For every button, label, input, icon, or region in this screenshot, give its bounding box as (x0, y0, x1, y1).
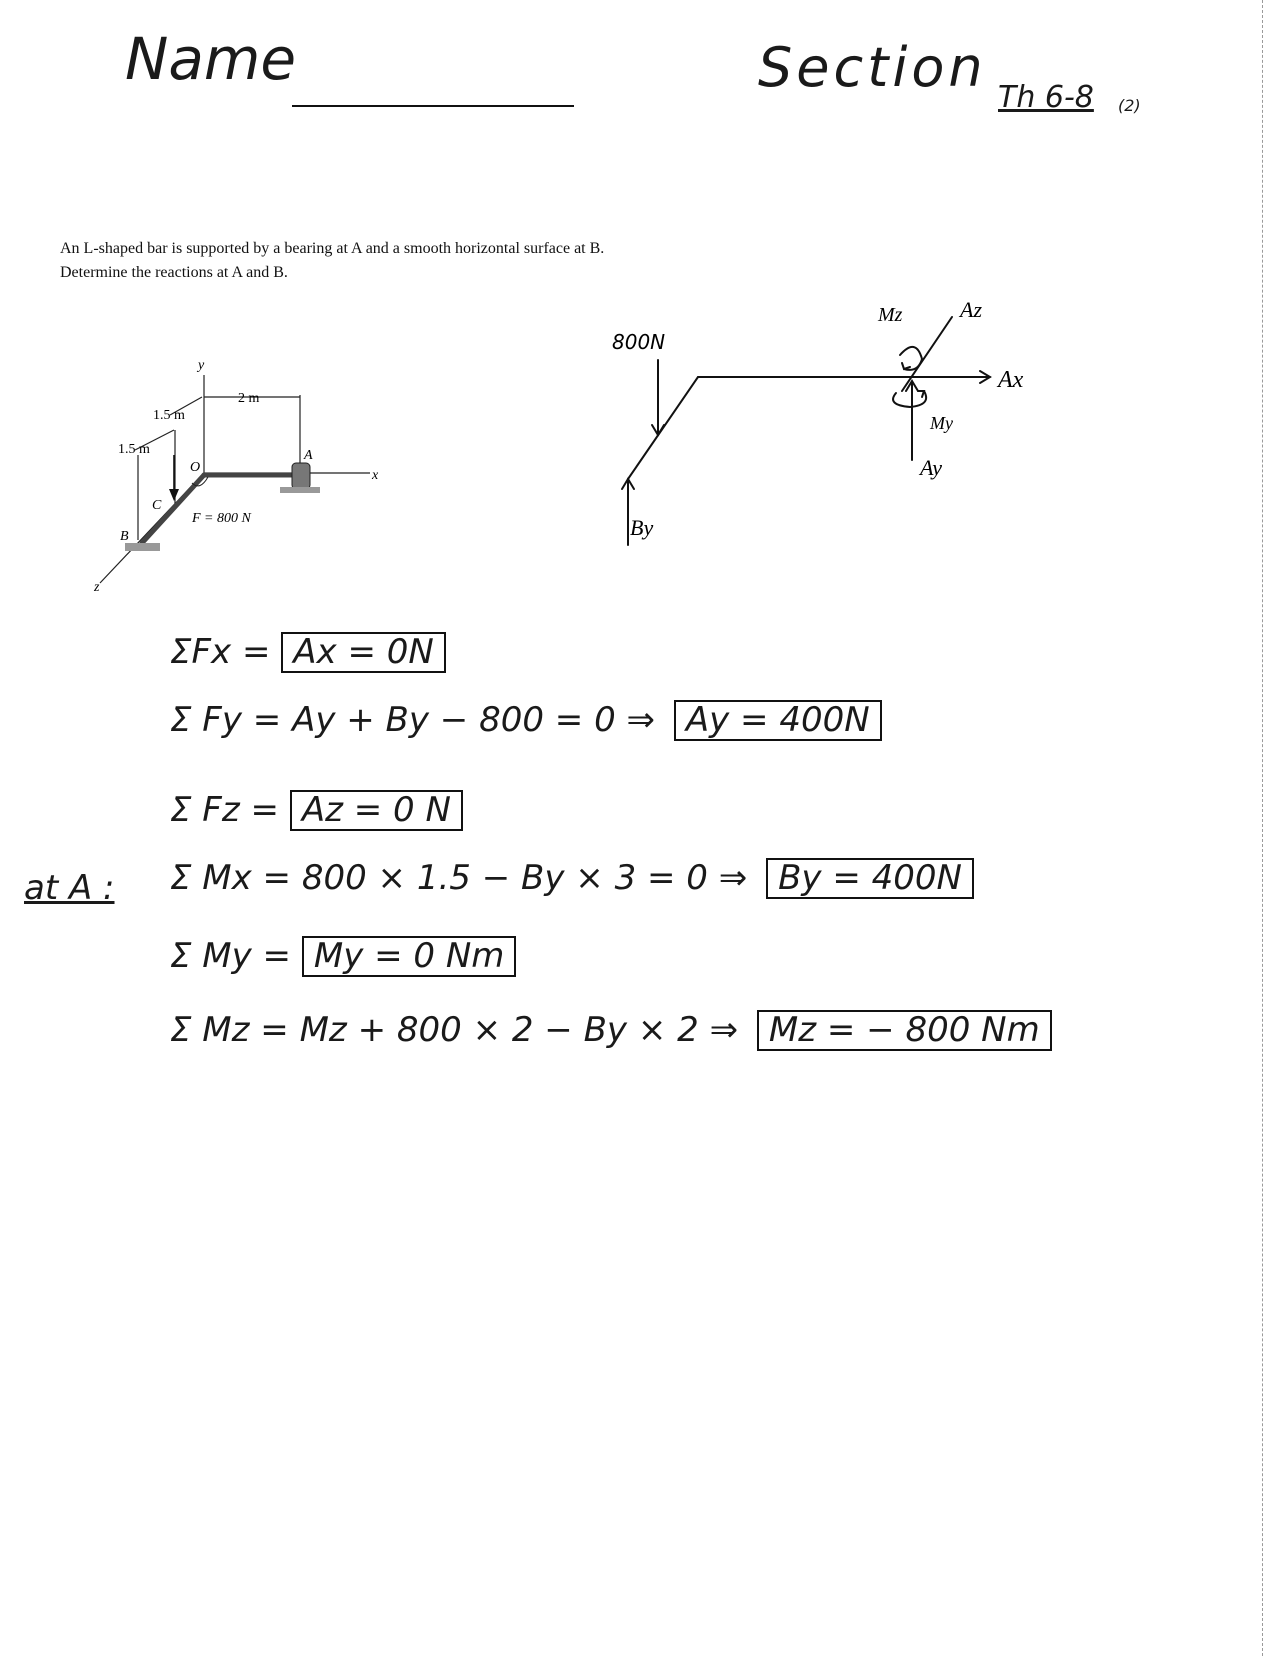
fbd-ay-label: Ay (920, 455, 942, 480)
at-a-label: at A : (24, 868, 115, 908)
section-note: (2) (1118, 96, 1141, 115)
name-underline (292, 105, 574, 107)
eq-mx-lhs: Σ Mx = 800 × 1.5 − By × 3 = 0 ⇒ (170, 858, 748, 898)
eq-fz (170, 790, 463, 831)
eq-fx (170, 632, 446, 673)
eq-mz (170, 1010, 1052, 1051)
l-bar-figure (80, 355, 400, 595)
problem-line-2: Determine the reactions at A and B. (60, 264, 288, 281)
section-label: Section (758, 36, 987, 99)
eq-my (170, 936, 516, 977)
eq-fz-lhs: Σ Fz = (170, 790, 279, 830)
fbd-az-label: Az (960, 297, 982, 322)
name-label: Name (125, 25, 297, 93)
axis-z-label: z (94, 580, 100, 595)
axis-y-label: y (198, 358, 205, 373)
eq-mz-result: Mz = − 800 Nm (757, 1010, 1052, 1051)
dim-label-1: 1.5 m (153, 408, 185, 423)
eq-my-lhs: Σ My = (170, 936, 292, 976)
axis-x-label: x (372, 468, 379, 483)
eq-my-result: My = 0 Nm (302, 936, 517, 977)
eq-fx-result: Ax = 0N (281, 632, 446, 673)
section-value: Th 6-8 (998, 80, 1094, 115)
fbd-mz-label: Mz (878, 304, 903, 326)
eq-mx-result: By = 400N (766, 858, 974, 899)
eq-fy-lhs: Σ Fy = Ay + By − 800 = 0 ⇒ (170, 700, 656, 740)
point-a-label: A (304, 448, 313, 463)
fbd-my-label: My (930, 413, 953, 433)
free-body-diagram (600, 295, 1060, 555)
problem-line-1: An L-shaped bar is supported by a bearing at A and a smooth horizontal surface at B. (60, 240, 605, 257)
fbd-ax-label: Ax (998, 367, 1024, 393)
dim-label-2: 1.5 m (118, 442, 150, 457)
eq-mx (170, 858, 974, 899)
page-edge-rule (1262, 0, 1263, 1656)
point-o-label: O (190, 460, 201, 475)
force-label: F = 800 N (192, 511, 251, 526)
eq-mz-lhs: Σ Mz = Mz + 800 × 2 − By × 2 ⇒ (170, 1010, 739, 1050)
fbd-by-label: By (630, 515, 654, 540)
point-c-label: C (152, 498, 162, 513)
eq-fz-result: Az = 0 N (290, 790, 463, 831)
eq-fy (170, 700, 882, 741)
eq-fx-lhs: ΣFx = (170, 632, 271, 672)
dim-label-3: 2 m (238, 391, 260, 406)
eq-fy-result: Ay = 400N (674, 700, 882, 741)
point-b-label: B (120, 529, 129, 544)
fbd-force-label: 800N (612, 330, 666, 354)
